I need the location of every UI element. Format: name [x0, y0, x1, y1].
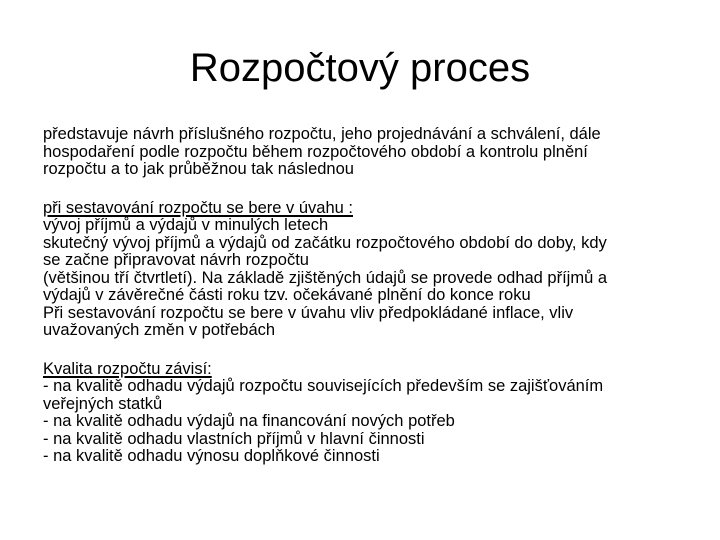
section-line: se začne připravovat návrh rozpočtu	[43, 251, 309, 269]
section-heading: Kvalita rozpočtu závisí:	[43, 359, 212, 378]
slide-title: Rozpočtový proces	[189, 46, 531, 90]
intro-line: hospodaření podle rozpočtu během rozpočtového období a kontrolu plnění	[43, 142, 588, 161]
section-line: (většinou tří čtvrtletí). Na základě zjištěných údajů se provede odhad příjmů a	[43, 268, 608, 287]
slide-body	[43, 126, 683, 466]
section-heading: při sestavování rozpočtu se bere v úvahu :	[43, 198, 354, 217]
section-budget-drafting	[43, 200, 683, 340]
section-line: skutečný vývoj příjmů a výdajů od začátku rozpočtového období do doby, kdy	[43, 233, 607, 252]
section-budget-quality	[43, 361, 683, 466]
section-line: Při sestavování rozpočtu se bere v úvahu vliv předpokládané inflace, vliv	[43, 303, 574, 322]
bullet-line: - na kvalitě odhadu vlastních příjmů v hlavní činnosti	[43, 429, 425, 448]
bullet-line: - na kvalitě odhadu výdajů rozpočtu souvisejících především se zajišťováním	[43, 377, 604, 395]
bullet-line: - na kvalitě odhadu výnosu doplňkové činnosti	[43, 447, 380, 465]
bullet-line: - na kvalitě odhadu výdajů na financování nových potřeb	[43, 412, 455, 430]
section-line: uvažovaných změn v potřebách	[43, 321, 276, 339]
section-line: vývoj příjmů a výdajů v minulých letech	[43, 216, 329, 234]
intro-paragraph	[43, 126, 683, 179]
intro-line: představuje návrh příslušného rozpočtu, jeho projednávání a schválení, dále	[43, 125, 601, 143]
section-line: výdajů v závěrečné části roku tzv. očekávané plnění do konce roku	[43, 286, 531, 304]
intro-line: rozpočtu a to jak průběžnou tak následnou	[43, 160, 354, 178]
bullet-line: veřejných statků	[43, 394, 163, 413]
